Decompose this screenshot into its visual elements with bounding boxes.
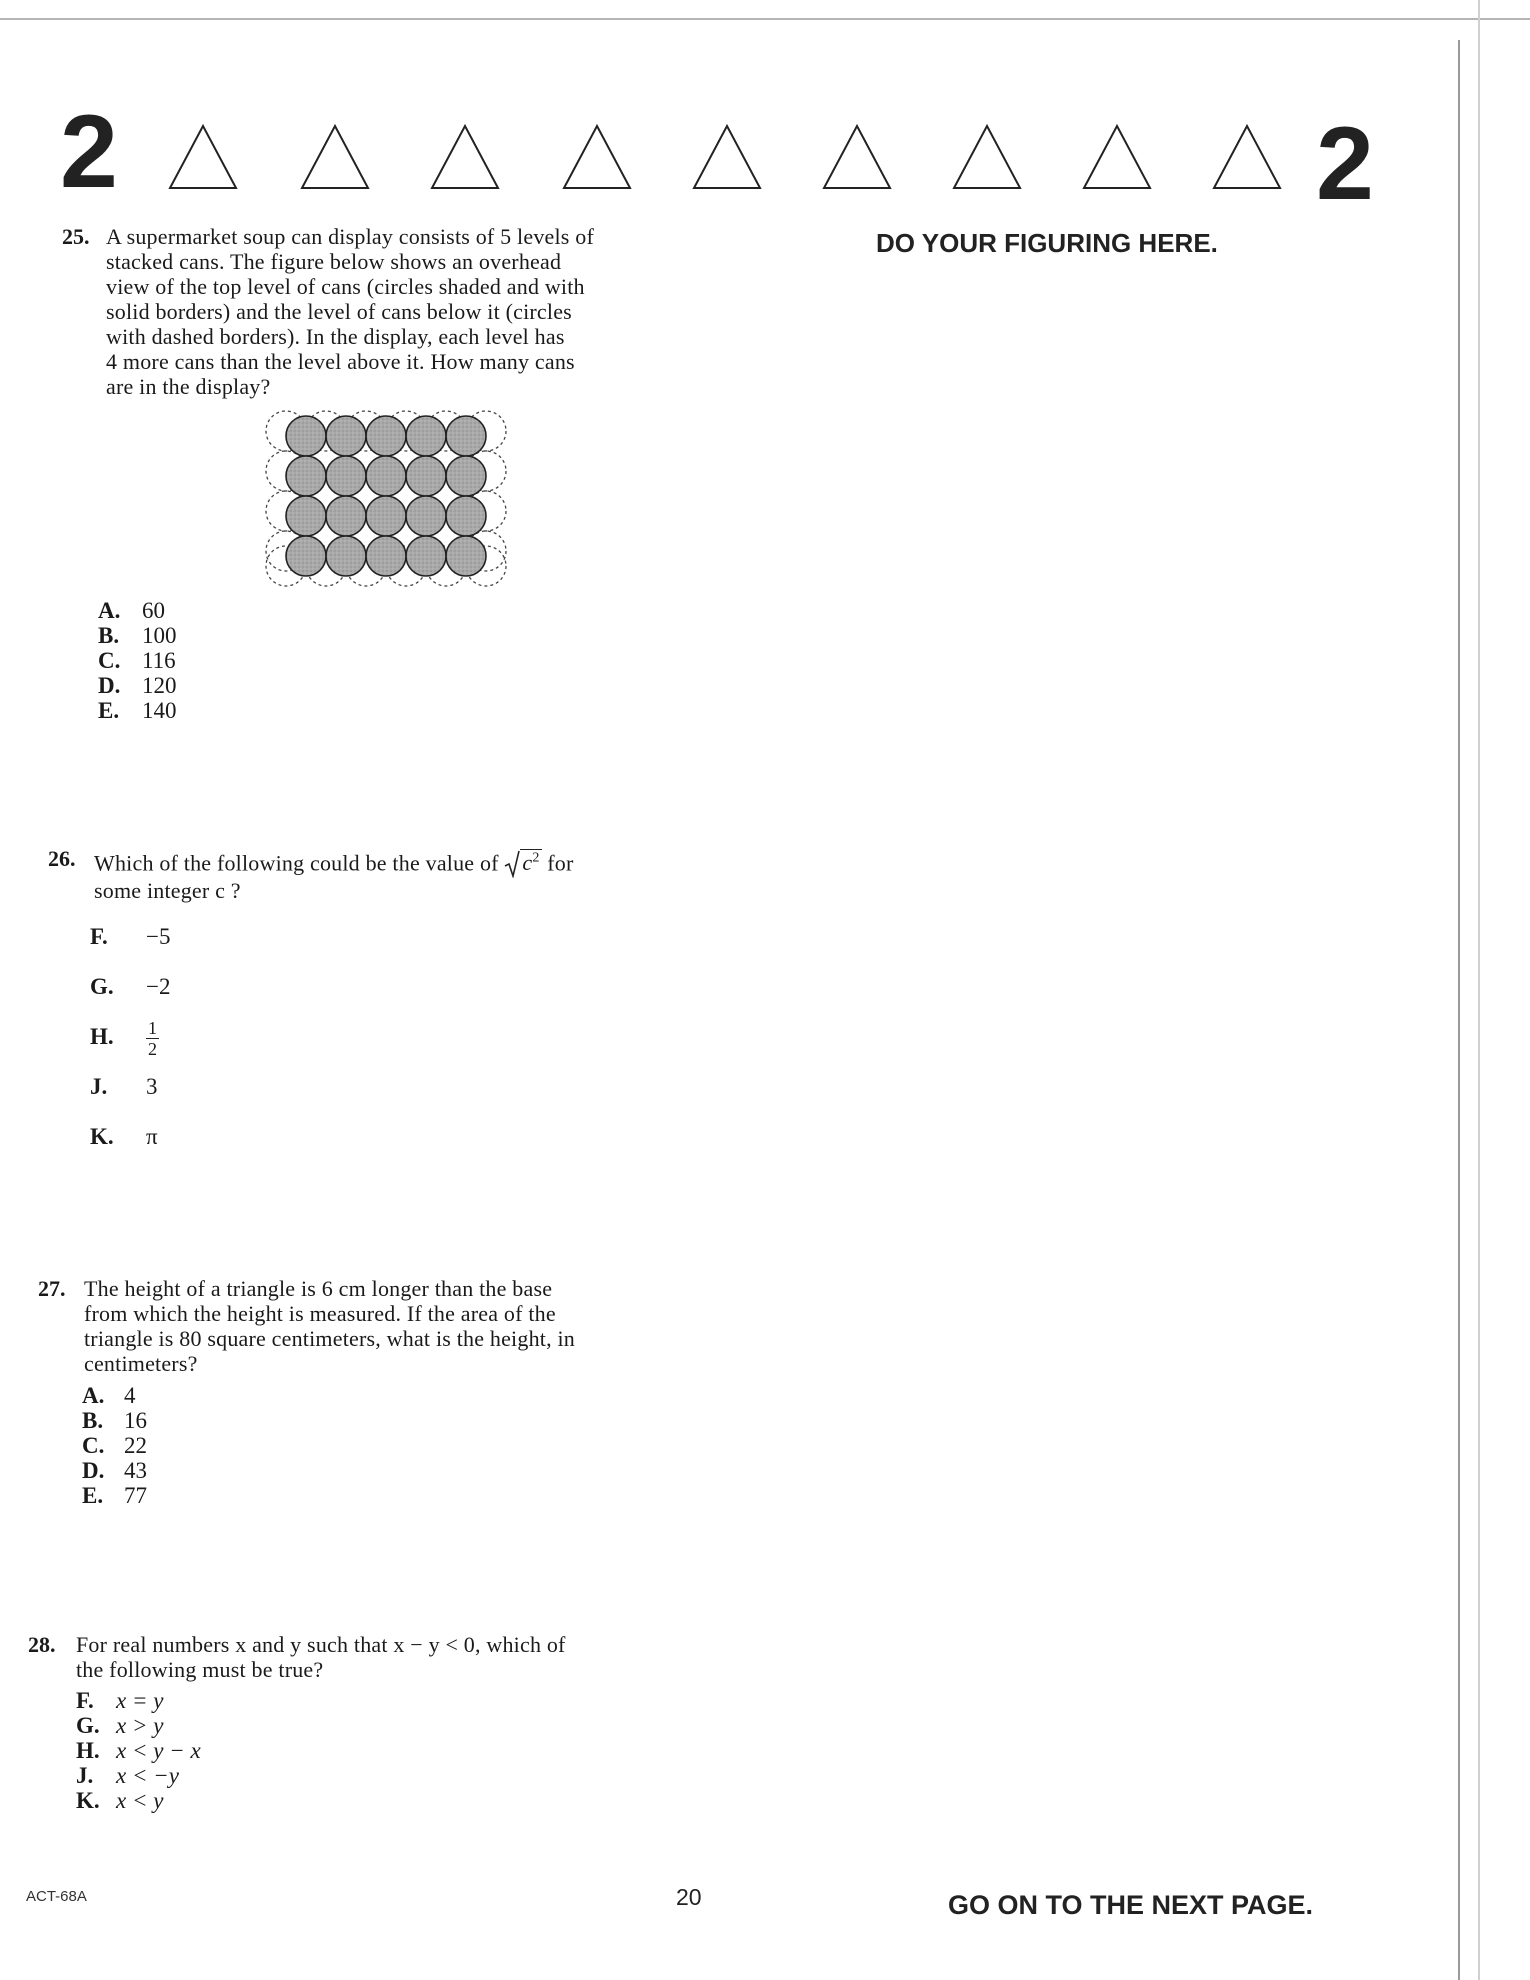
question-text xyxy=(94,846,714,903)
question-line: from which the height is measured. If the area of the xyxy=(84,1301,556,1326)
answer-choice[interactable]: G. −2 xyxy=(90,974,171,999)
triangle-icon xyxy=(692,122,762,192)
answer-choice[interactable]: A. 4 xyxy=(82,1383,136,1408)
question-line: are in the display? xyxy=(106,374,271,399)
fraction: $\frac{1}{2}$ xyxy=(148,1018,157,1060)
question-line: For real numbers x and y such that x − y < 0, which of xyxy=(76,1632,566,1657)
top-rule xyxy=(0,18,1530,20)
answer-choice[interactable]: K. x < y xyxy=(76,1788,164,1813)
question-text xyxy=(76,1632,696,1682)
triangle-icon xyxy=(1082,122,1152,192)
triangle-icon xyxy=(952,122,1022,192)
soup-can-figure xyxy=(262,406,532,590)
form-code: ACT-68A xyxy=(26,1888,87,1905)
question-text xyxy=(84,1276,704,1376)
answer-choice[interactable]: H. x < y − x xyxy=(76,1738,201,1763)
triangle-icon xyxy=(562,122,632,192)
answer-choice[interactable]: E. 140 xyxy=(98,698,177,723)
answer-choice[interactable]: D. 120 xyxy=(98,673,177,698)
continue-instruction: GO ON TO THE NEXT PAGE. xyxy=(948,1890,1314,1920)
square-root-expression: $c^2$ xyxy=(504,846,541,878)
triangle-icon xyxy=(1212,122,1282,192)
answer-choice[interactable]: K. π xyxy=(90,1124,158,1149)
question-line: Which of the following could be the value of $c^2$ for xyxy=(94,846,714,878)
question-text xyxy=(106,224,706,399)
answer-choice[interactable]: D. 43 xyxy=(82,1458,147,1483)
answer-choices xyxy=(90,912,170,1162)
question-number: 25. xyxy=(62,224,90,249)
triangle-icon xyxy=(430,122,500,192)
answer-choices xyxy=(76,1688,201,1813)
triangle-icon xyxy=(300,122,370,192)
answer-choice[interactable]: C. 22 xyxy=(82,1433,147,1458)
page-number: 20 xyxy=(676,1884,702,1910)
answer-choice[interactable]: G. x > y xyxy=(76,1713,164,1738)
top-level-cans xyxy=(286,416,486,576)
question-line: The height of a triangle is 6 cm longer than the base xyxy=(84,1276,553,1301)
question-line: centimeters? xyxy=(84,1351,198,1376)
section-number-right: 2 xyxy=(1316,106,1374,222)
question-line: with dashed borders). In the display, each level has xyxy=(106,324,565,349)
question-line: A supermarket soup can display consists of 5 levels of xyxy=(106,224,594,249)
question-line: some integer c ? xyxy=(94,878,241,904)
answer-choice[interactable]: E. 77 xyxy=(82,1483,147,1508)
question-line: solid borders) and the level of cans below it (circles xyxy=(106,299,572,324)
page-edge-shadow xyxy=(1478,0,1480,1980)
answer-choice[interactable]: C. 116 xyxy=(98,648,176,673)
question-number: 26. xyxy=(48,846,76,871)
answer-choice[interactable]: F. x = y xyxy=(76,1688,164,1713)
triangle-icon xyxy=(168,122,238,192)
question-line: the following must be true? xyxy=(76,1657,324,1682)
answer-choices xyxy=(98,598,177,723)
answer-choice[interactable]: J. 3 xyxy=(90,1074,158,1099)
answer-choice[interactable]: J. x < −y xyxy=(76,1763,179,1788)
section-number-left: 2 xyxy=(60,94,118,210)
answer-choice[interactable]: F. −5 xyxy=(90,924,171,949)
question-line: triangle is 80 square centimeters, what is the height, in xyxy=(84,1326,575,1351)
answer-choice[interactable]: A. 60 xyxy=(98,598,165,623)
question-line: 4 more cans than the level above it. How many cans xyxy=(106,349,575,374)
page-edge-line xyxy=(1458,40,1460,1980)
question-number: 27. xyxy=(38,1276,66,1301)
figuring-label: DO YOUR FIGURING HERE. xyxy=(876,228,1218,258)
question-number: 28. xyxy=(28,1632,56,1657)
answer-choice[interactable]: B. 16 xyxy=(82,1408,147,1433)
answer-choices xyxy=(82,1383,147,1508)
triangle-icon xyxy=(822,122,892,192)
question-line: view of the top level of cans (circles shaded and with xyxy=(106,274,585,299)
radical-sign-icon xyxy=(504,850,520,878)
answer-choice[interactable]: B. 100 xyxy=(98,623,177,648)
question-line: stacked cans. The figure below shows an overhead xyxy=(106,249,562,274)
answer-choice[interactable]: H. $\frac{1}{2}$ xyxy=(90,1018,157,1060)
